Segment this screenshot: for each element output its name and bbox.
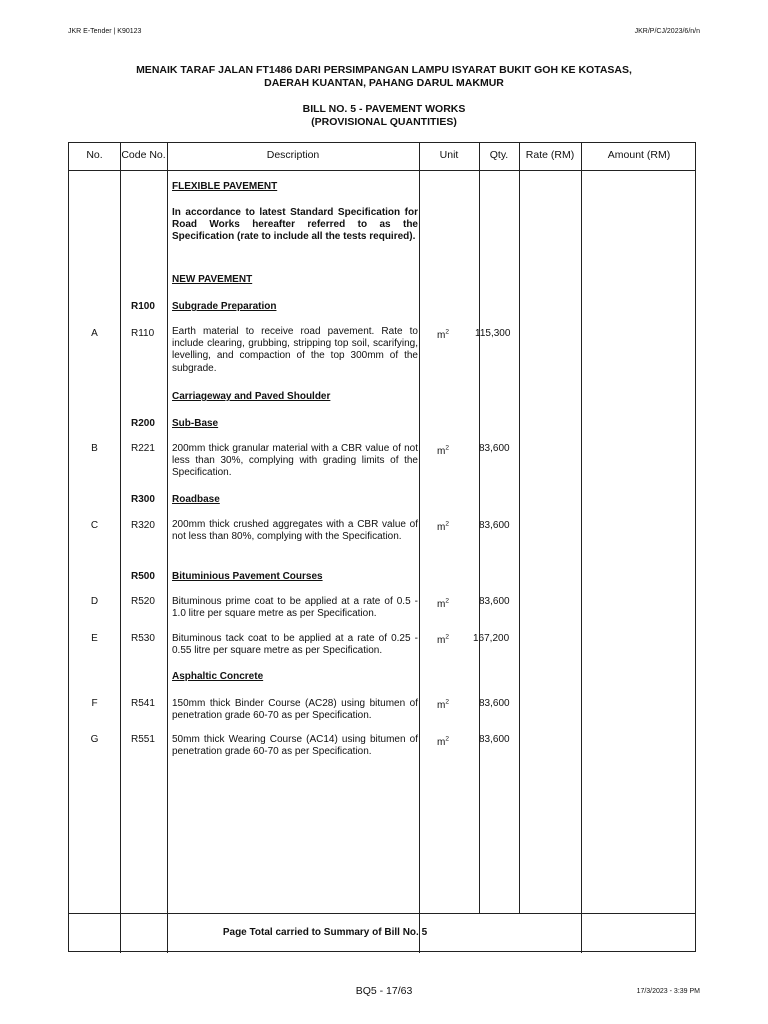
item-code: R551 (131, 734, 155, 745)
unit-text: m (437, 599, 446, 610)
col-header-rate: Rate (RM) (525, 149, 575, 161)
col-divider (419, 143, 420, 953)
item-unit (419, 522, 467, 534)
section-title: Roadbase (172, 494, 220, 505)
intro-text: In accordance to latest Standard Specification for Road Works hereafter referred to as the Specification (rate to include all the tests required). (172, 207, 418, 243)
col-divider (519, 143, 520, 913)
section-code: R500 (131, 571, 155, 582)
heading-asphaltic-concrete: Asphaltic Concrete (172, 671, 264, 682)
bill-title (0, 103, 768, 129)
item-description: Earth material to receive road pavement. Rate to include clearing, grubbing, stripping top soil, scarifying, levelling, and compaction of the top 300mm of the subgrade. (172, 326, 418, 374)
item-qty: 83,600 (479, 698, 510, 709)
section-title: Subgrade Preparation (172, 301, 277, 312)
col-divider (120, 143, 121, 953)
item-unit (419, 700, 467, 712)
section-title: Sub-Base (172, 418, 219, 429)
unit-text: m (437, 737, 446, 748)
unit-superscript: 2 (445, 735, 449, 743)
title-line-1: MENAIK TARAF JALAN FT1486 DARI PERSIMPANGAN LAMPU ISYARAT BUKIT GOH KE KOTASAS, (136, 64, 632, 76)
item-code: R320 (131, 520, 155, 531)
item-code: R110 (131, 328, 155, 339)
item-qty: 83,600 (479, 596, 510, 607)
unit-superscript: 2 (445, 597, 449, 605)
bill-line-1: BILL NO. 5 - PAVEMENT WORKS (302, 103, 466, 115)
unit-superscript: 2 (445, 328, 449, 336)
heading-new-pavement: NEW PAVEMENT (172, 274, 253, 285)
document-title (0, 64, 768, 90)
unit-text: m (437, 635, 446, 646)
item-code: R520 (131, 596, 155, 607)
item-description: Bituminous tack coat to be applied at a rate of 0.25 - 0.55 litre per square metre as per Specification. (172, 633, 418, 657)
heading-carriageway: Carriageway and Paved Shoulder (172, 391, 331, 402)
item-no: E (91, 633, 98, 644)
item-qty: 83,600 (479, 443, 510, 454)
item-no: A (91, 328, 98, 339)
item-description: 200mm thick granular material with a CBR value of not less than 30%, complying with grading limits of the Specification. (172, 443, 418, 479)
unit-text: m (437, 522, 446, 533)
item-description: Bituminous prime coat to be applied at a rate of 0.5 - 1.0 litre per square metre as per Specification. (172, 596, 418, 620)
unit-text: m (437, 446, 446, 457)
item-unit (419, 635, 467, 647)
page-total-label: Page Total carried to Summary of Bill No. 5 (222, 927, 428, 938)
item-no: G (90, 734, 99, 745)
item-qty: 83,600 (479, 520, 510, 531)
item-no: F (91, 698, 98, 709)
col-divider (581, 143, 582, 953)
item-no: C (90, 520, 99, 531)
item-qty: 115,300 (475, 328, 511, 339)
bill-line-2: (PROVISIONAL QUANTITIES) (311, 116, 457, 128)
item-unit (419, 737, 467, 749)
unit-superscript: 2 (445, 698, 449, 706)
header-row-divider (69, 170, 695, 171)
item-unit (419, 446, 467, 458)
unit-text: m (437, 330, 446, 341)
section-code: R300 (131, 494, 155, 505)
section-code: R100 (131, 301, 155, 312)
section-code: R200 (131, 418, 155, 429)
col-divider (167, 143, 168, 953)
item-qty: 167,200 (473, 633, 510, 644)
item-code: R530 (131, 633, 155, 644)
header-left: JKR E-Tender | K90123 (68, 28, 142, 35)
item-no: D (90, 596, 99, 607)
col-header-qty: Qty. (489, 149, 509, 161)
section-title: Bituminious Pavement Courses (172, 571, 323, 582)
col-header-code: Code No. (121, 149, 166, 161)
item-unit (419, 599, 467, 611)
unit-text: m (437, 700, 446, 711)
unit-superscript: 2 (445, 520, 449, 528)
title-line-2: DAERAH KUANTAN, PAHANG DARUL MAKMUR (264, 77, 504, 89)
item-description: 150mm thick Binder Course (AC28) using bitumen of penetration grade 60-70 as per Specification. (172, 698, 418, 722)
print-timestamp: 17/3/2023 - 3:39 PM (636, 988, 700, 995)
item-code: R221 (131, 443, 155, 454)
col-header-unit: Unit (439, 149, 459, 161)
item-no: B (91, 443, 98, 454)
item-qty: 83,600 (479, 734, 510, 745)
header-right: JKR/P/CJ/2023/6/n/n (634, 28, 700, 35)
heading-flexible-pavement: FLEXIBLE PAVEMENT (172, 181, 278, 192)
col-header-amount: Amount (RM) (607, 149, 671, 161)
item-code: R541 (131, 698, 155, 709)
unit-superscript: 2 (445, 633, 449, 641)
item-description: 200mm thick crushed aggregates with a CBR value of not less than 80%, complying with the Specification. (172, 519, 418, 543)
item-unit (419, 330, 467, 342)
unit-superscript: 2 (445, 444, 449, 452)
total-row-divider (69, 913, 695, 914)
page-number: BQ5 - 17/63 (355, 985, 413, 997)
item-description: 50mm thick Wearing Course (AC14) using bitumen of penetration grade 60-70 as per Specification. (172, 734, 418, 758)
col-header-no: No. (86, 149, 103, 161)
col-header-description: Description (266, 149, 320, 161)
bill-table (68, 142, 696, 952)
